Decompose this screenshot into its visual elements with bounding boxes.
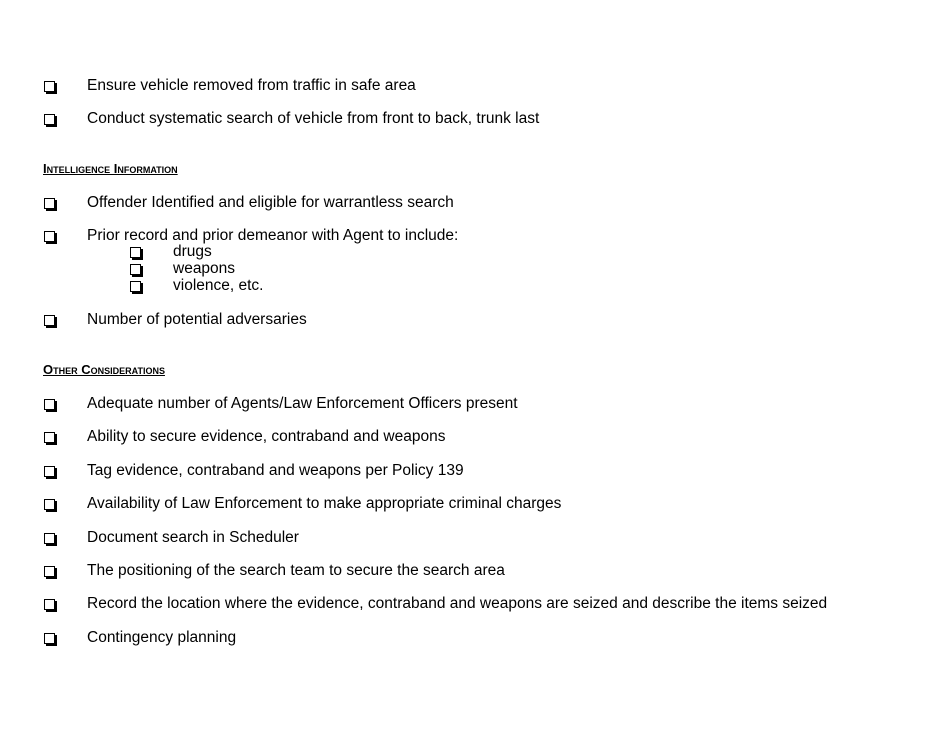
checklist-item-text: Ensure vehicle removed from traffic in safe area (87, 77, 416, 94)
checklist-item (0, 310, 950, 330)
checklist-item-text: Tag evidence, contraband and weapons per Policy 139 (87, 462, 464, 479)
section-heading-other: Other Considerations (43, 362, 165, 377)
checklist-subitem-text: violence, etc. (173, 277, 264, 294)
checkbox-icon[interactable] (44, 499, 55, 510)
checklist-item-text: Prior record and prior demeanor with Agent to include: (87, 227, 459, 244)
checkbox-icon[interactable] (44, 466, 55, 477)
checkbox-icon[interactable] (44, 432, 55, 443)
checklist-item-text: Conduct systematic search of vehicle from front to back, trunk last (87, 110, 540, 127)
checkbox-icon[interactable] (44, 399, 55, 410)
section-heading-intelligence: Intelligence Information (43, 161, 178, 176)
checkbox-icon[interactable] (44, 599, 55, 610)
checklist-item (0, 494, 950, 514)
checkbox-icon[interactable] (44, 566, 55, 577)
checklist-item-text: Record the location where the evidence, contraband and weapons are seized and describe the items seized (87, 595, 828, 612)
checklist-item (0, 594, 950, 614)
checklist-item (0, 528, 950, 548)
checklist-item (0, 427, 950, 447)
checkbox-icon[interactable] (130, 247, 141, 258)
checklist-subitem (0, 243, 950, 261)
checkbox-icon[interactable] (44, 633, 55, 644)
checklist-subitem-text: weapons (173, 260, 236, 277)
checklist-subitem (0, 260, 950, 278)
checklist-item-text: Adequate number of Agents/Law Enforcement Officers present (87, 395, 518, 412)
checklist-item-text: The positioning of the search team to secure the search area (87, 562, 505, 579)
checklist-subitem (0, 277, 950, 295)
checkbox-icon[interactable] (44, 114, 55, 125)
checklist-item (0, 628, 950, 648)
checklist-item (0, 109, 950, 129)
checkbox-icon[interactable] (44, 533, 55, 544)
checklist-item-text: Ability to secure evidence, contraband and weapons (87, 428, 446, 445)
checklist-subitem-text: drugs (173, 243, 212, 260)
checkbox-icon[interactable] (130, 264, 141, 275)
checklist-item (0, 394, 950, 414)
checkbox-icon[interactable] (44, 81, 55, 92)
checklist-item-text: Availability of Law Enforcement to make appropriate criminal charges (87, 495, 562, 512)
checklist-item (0, 461, 950, 481)
checkbox-icon[interactable] (44, 231, 55, 242)
checklist-item-text: Number of potential adversaries (87, 311, 307, 328)
checkbox-icon[interactable] (130, 281, 141, 292)
checklist-item (0, 561, 950, 581)
checklist-item-text: Contingency planning (87, 629, 237, 646)
checklist-item (0, 76, 950, 96)
checkbox-icon[interactable] (44, 315, 55, 326)
checkbox-icon[interactable] (44, 198, 55, 209)
checklist-item-text: Document search in Scheduler (87, 529, 299, 546)
checklist-item (0, 193, 950, 213)
checklist-item-text: Offender Identified and eligible for warrantless search (87, 194, 454, 211)
